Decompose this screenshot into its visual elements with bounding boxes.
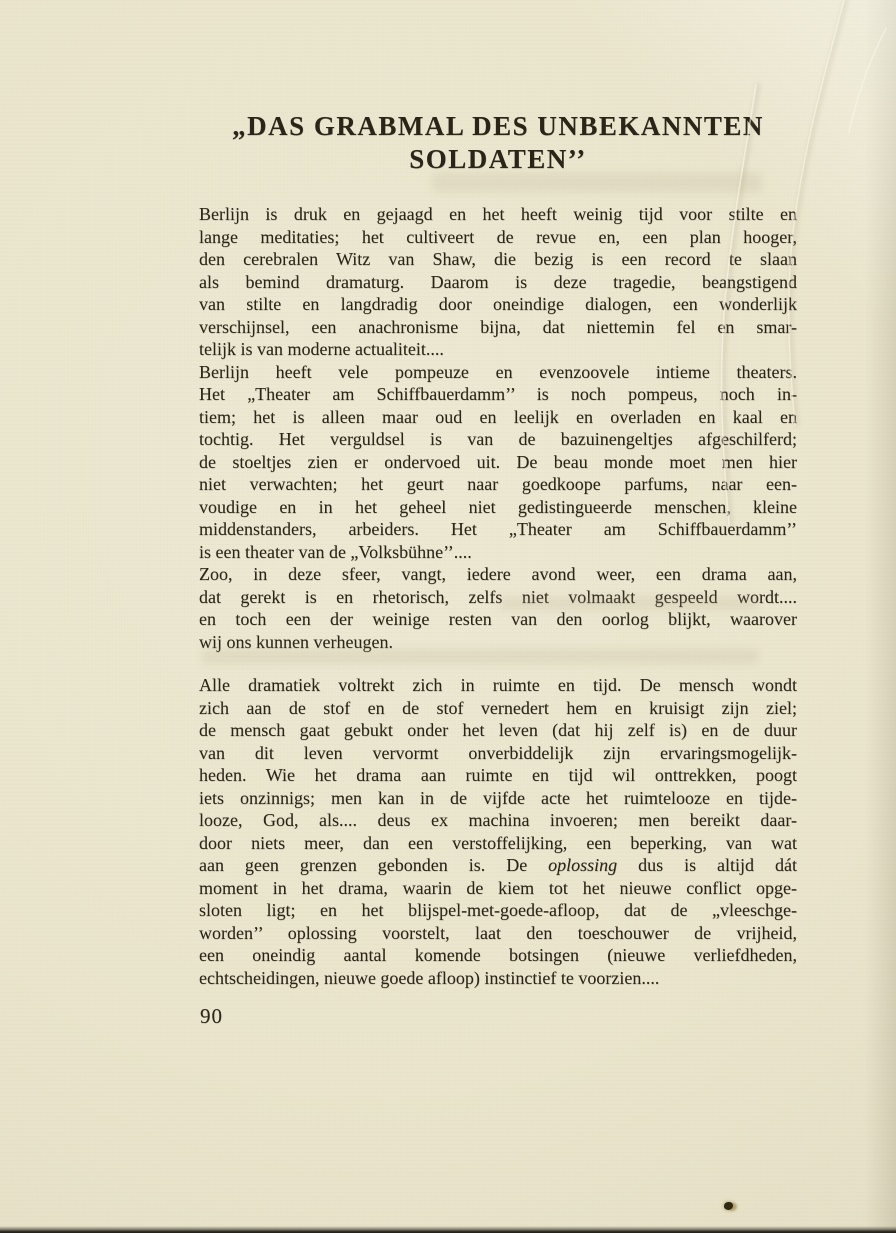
text-line — [199, 496, 797, 519]
text-line — [199, 877, 797, 900]
text-segment: looze, God, als.... deus ex machina invoeren; men bereikt daar- — [199, 810, 797, 830]
text-segment: is een theater van de „Volksbühne’’.... — [199, 541, 472, 562]
text-segment: de mensch gaat gebukt onder het leven (dat hij zelf is) en de duur — [199, 720, 797, 740]
text-segment: lange meditaties; het cultiveert de revue en, een plan hooger, — [199, 226, 797, 247]
text-line — [199, 473, 797, 496]
text-segment: Zoo, in deze sfeer, vangt, iedere avond weer, een drama aan, — [199, 564, 797, 584]
text-line — [199, 361, 797, 384]
text-segment: sloten ligt; en het blijspel-met-goede-afloop, dat de „vleeschge- — [199, 900, 797, 920]
paragraph — [199, 674, 797, 989]
text-segment: iets onzinnigs; men kan in de vijfde acte het ruimtelooze en tijde- — [199, 787, 797, 808]
text-segment: aan geen grenzen gebonden is. De — [199, 855, 549, 875]
text-line — [199, 674, 797, 697]
text-segment: van stilte en langdradig door oneindige dialogen, een wonderlijk — [199, 294, 797, 314]
page-number: 90 — [200, 1004, 223, 1028]
text-line — [199, 742, 797, 765]
text-line — [199, 518, 797, 541]
text-segment: den cerebralen Witz van Shaw, die bezig is een record te slaan — [199, 249, 797, 269]
text-segment: echtscheidingen, nieuwe goede afloop) instinctief te voorzien.... — [199, 967, 660, 988]
text-line — [199, 203, 797, 226]
ink-speck — [724, 1202, 733, 1210]
text-line — [199, 271, 797, 294]
text-segment: moment in het drama, waarin de kiem tot het nieuwe conflict opge- — [199, 877, 797, 898]
text-segment: Alle dramatiek voltrekt zich in ruimte en tijd. De mensch wondt — [199, 675, 797, 695]
text-line — [199, 338, 797, 361]
text-segment: dus is altijd dát — [617, 855, 797, 875]
text-line — [199, 316, 797, 339]
text-line — [199, 451, 797, 474]
text-line — [199, 631, 797, 654]
text-line — [199, 428, 797, 451]
text-line — [199, 608, 797, 631]
text-line — [199, 944, 797, 967]
text-segment: Berlijn is druk en gejaagd en het heeft weinig tijd voor stilte en — [199, 204, 797, 224]
text-segment: zich aan de stof en de stof vernedert hem en kruisigt zijn ziel; — [199, 697, 797, 718]
text-segment: telijk is van moderne actualiteit.... — [199, 339, 444, 359]
chapter-title — [199, 110, 797, 176]
text-segment: van dit leven vervormt onverbiddelijk zijn ervaringsmogelijk- — [199, 742, 797, 763]
text-line — [199, 832, 797, 855]
paragraph — [199, 361, 797, 564]
text-line — [199, 293, 797, 316]
text-segment: als bemind dramaturg. Daarom is deze tragedie, beangstigend — [199, 271, 797, 292]
text-line — [199, 922, 797, 945]
text-line — [199, 967, 797, 990]
text-segment: tochtig. Het verguldsel is van de bazuinengeltjes afgeschilferd; — [199, 429, 797, 449]
text-segment: Berlijn heeft vele pompeuze en evenzoovele intieme theaters. — [199, 361, 797, 382]
text-segment: voudige en in het geheel niet gedistingueerde menschen, kleine — [199, 496, 797, 517]
text-segment: de stoeltjes zien er ondervoed uit. De beau monde moet men hier — [199, 451, 797, 472]
text-line — [199, 899, 797, 922]
body-text — [199, 203, 797, 989]
text-line — [199, 563, 797, 586]
text-segment: tiem; het is alleen maar oud en leelijk en overladen en kaal en — [199, 406, 797, 427]
text-line — [199, 854, 797, 877]
text-line — [199, 787, 797, 810]
text-line — [199, 248, 797, 271]
text-segment: niet verwachten; het geurt naar goedkoope parfums, naar een- — [199, 474, 797, 494]
text-segment: heden. Wie het drama aan ruimte en tijd wil onttrekken, poogt — [199, 765, 797, 785]
text-line — [199, 697, 797, 720]
paragraph — [199, 563, 797, 653]
chapter-title-line-1: „DAS GRABMAL DES UNBEKANNTEN — [232, 111, 764, 141]
paragraph — [199, 203, 797, 361]
text-segment: een oneindig aantal komende botsingen (nieuwe verliefdheden, — [199, 945, 797, 965]
scan-edge-bottom — [0, 1226, 896, 1233]
text-line — [199, 719, 797, 742]
text-line — [199, 541, 797, 564]
text-line — [199, 586, 797, 609]
chapter-title-line-2: SOLDATEN’’ — [409, 144, 587, 174]
text-line — [199, 809, 797, 832]
text-segment: wij ons kunnen verheugen. — [199, 631, 393, 652]
text-line — [199, 226, 797, 249]
text-line — [199, 764, 797, 787]
text-segment: middenstanders, arbeiders. Het „Theater am Schiffbauerdamm’’ — [199, 519, 797, 539]
text-segment: verschijnsel, een anachronisme bijna, dat niettemin fel en smar- — [199, 316, 797, 337]
text-line — [199, 383, 797, 406]
text-segment: worden’’ oplossing voorstelt, laat den toeschouwer de vrijheid, — [199, 922, 797, 943]
text-segment: oplossing — [548, 855, 618, 875]
text-segment: Het „Theater am Schiffbauerdamm’’ is noch pompeus, noch in- — [199, 384, 797, 404]
text-segment: en toch een der weinige resten van den oorlog blijkt, waarover — [199, 609, 797, 629]
text-line — [199, 406, 797, 429]
text-segment: door niets meer, dan een verstoffelijking, een beperking, van wat — [199, 832, 797, 853]
text-segment: dat gerekt is en rhetorisch, zelfs niet volmaakt gespeeld wordt.... — [199, 586, 797, 607]
